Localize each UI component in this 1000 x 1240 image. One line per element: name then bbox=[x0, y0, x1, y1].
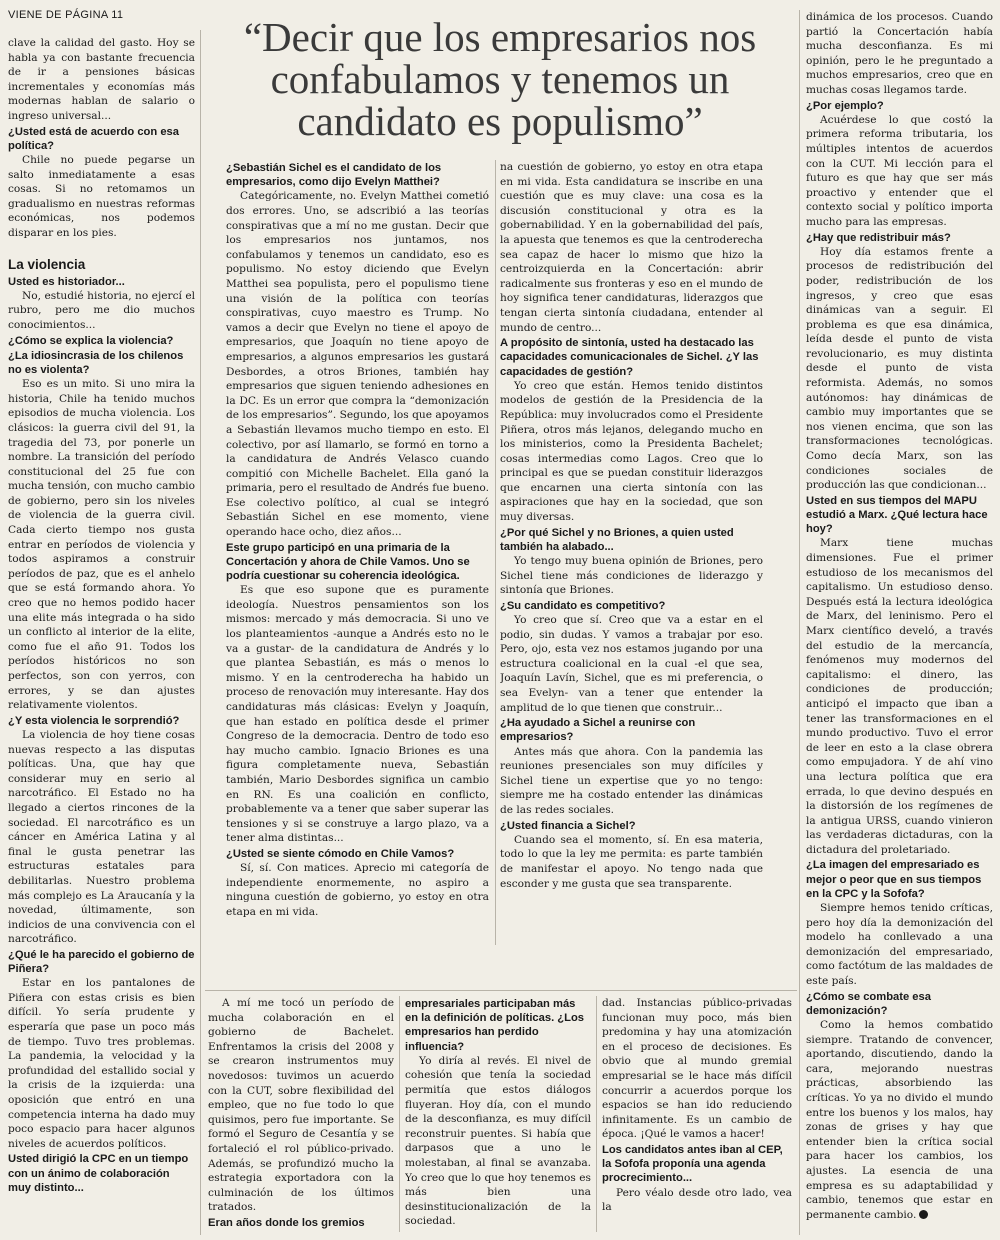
question: ¿Ha ayudado a Sichel a reunirse con empresarios? bbox=[500, 717, 696, 744]
paragraph: Sí, sí. Con matices. Aprecio mi categoría de independiente enormemente, no aspiro a ninguna cuestión de gobierno, yo estoy en otra etapa en mi vida. bbox=[226, 862, 489, 918]
paragraph: Categóricamente, no. Evelyn Matthei cometió dos errores. Uno, se adscribió a las teorías conspirativas que a mí no me gustan. Decir que los empresarios nos juntamos, nos confabulamos y tenemos un candidato, eso es populismo. No estoy diciendo que Evelyn Matthei sea populista, pero el populismo tiene una visión de la política con teorías conspirativas, cuyo maestro es Trump. No vamos a decir que Evelyn no tiene el apoyo de empresarios, que Joaquín no tiene apoyo de empresarios, a algunos empresarios les gustará Desbordes, a otros Briones, también hay empresarios que siguen teniendo adhesiones en la DC. Es un error que compra la “demonización de los empresarios”. Segundo, los que apoyamos a Sebastián llevamos mucho tiempo en esto. El colectivo, por así llamarlo, se formó en torno a la candidatura de Andrés Velasco cuando compitió con Michelle Bachelet. Ella ganó la primaria, pero el resultado de Andrés fue bueno. Ese colectivo político, al cual se integró Sebastián Sichel en ese momento, viene operando hace ocho, diez años... bbox=[226, 190, 489, 539]
divider-col1 bbox=[200, 30, 201, 1235]
bottom-column-3 bbox=[602, 996, 792, 1232]
question: ¿Hay que redistribuir más? bbox=[806, 231, 951, 244]
paragraph: Yo creo que están. Hemos tenido distintos modelos de gestión de la Presidencia de la República: muy involucrados como el Presidente Piñera, otros más lejanos, delegando mucho en los ministerios, como la Presidenta Bachelet; cosas intermedias como Lagos. Creo que lo principal es que se puedan constituir liderazgos que encarnen una cierta sintonía con las aspiraciones que hay en la sociedad, que son muy diversas. bbox=[500, 379, 763, 524]
end-mark-icon bbox=[919, 1210, 928, 1219]
paragraph: Siempre hemos tenido críticas, pero hoy día la demonización del modelo ha conllevado a una demonización del empresariado, como factótum de las maldades de este país. bbox=[806, 902, 993, 988]
question: ¿Cómo se explica la violencia? bbox=[8, 334, 174, 347]
question: ¿Usted está de acuerdo con esa política? bbox=[8, 125, 179, 152]
paragraph: Yo diría al revés. El nivel de cohesión que tenía la sociedad permitía que estos diálogos fluyeran. Hoy día, con el mundo de la desconfianza, es muy difícil reconstruir puentes. Si había que darpasos que a uno le molestaban, al final se avanzaba. Yo creo que lo que hoy tenemos es más bien una desinstitucionalización de la sociedad. bbox=[405, 1054, 591, 1228]
question: ¿Qué le ha parecido el gobierno de Piñera? bbox=[8, 948, 195, 976]
divider-col23 bbox=[495, 160, 496, 945]
column-3 bbox=[500, 160, 763, 950]
question: Usted dirigió la CPC en un tiempo con un ánimo de colaboración muy distinto... bbox=[8, 1153, 189, 1194]
question: Usted es historiador... bbox=[8, 275, 125, 288]
question: ¿Su candidato es competitivo? bbox=[500, 599, 666, 612]
question: ¿Y esta violencia le sorprendió? bbox=[8, 714, 180, 727]
paragraph: clave la calidad del gasto. Hoy se habla ya con bastante frecuencia de ir a pensiones básicas incrementales y economías más modernas hablan de salario o ingreso universal... bbox=[8, 37, 195, 122]
paragraph: Acuérdese lo que costó la primera reforma tributaria, los múltiples intentos de acuerdos con la CUT. Mi lección para el futuro es que hay que ser más proactivo y entender que el contexto social y político importa mucho para las empresas. bbox=[806, 113, 993, 228]
column-2 bbox=[226, 160, 489, 950]
question: Los candidatos antes iban al CEP, la Sofofa proponía una agenda procrecimiento... bbox=[602, 1143, 783, 1185]
question: ¿Por ejemplo? bbox=[806, 99, 884, 112]
question: Eran años donde los gremios bbox=[208, 1216, 365, 1229]
paragraph: Hoy día estamos frente a procesos de redistribución del poder, redistribución de los ingresos, y creo que esas dinámicas van a seguir. El problema es que esa dinámica, leída desde el punto de vista revolucionario, es muy distinta desde el punto de vista reformista. Además, no somos autónomos: hay dinámicas de cambio muy importantes que se nos vienen encima, que son las transformaciones tecnológicas. Como decía Marx, son las condiciones sociales de producción las que condicionan... bbox=[806, 245, 993, 492]
column-1 bbox=[8, 36, 195, 1236]
paragraph: Antes más que ahora. Con la pandemia las reuniones presenciales son muy difíciles y Sichel tiene un expertise que yo no tengo: siempre me ha costado entender las dinámicas de las redes sociales. bbox=[500, 745, 763, 816]
page-kicker: VIENE DE PÁGINA 11 bbox=[8, 9, 124, 21]
paragraph: Es que eso supone que es puramente ideología. Nuestros pensamientos son los mismos: mercado y más democracia. Si uno ve los planteamientos -aunque a Andrés esto no le va a gustar- de la candidatura de Andrés y lo que plantea Sebastián, es más o menos lo mismo. Y en la centroderecha ha habido un proceso de renovación muy interesante. Hay dos candidaturas más clásicas: Evelyn y Joaquín, que han estado en política desde el primer Congreso de la democracia. Dentro de todo eso hay mucho cambio. Ignacio Briones es una figura completamente nueva, Sebastián también, Mario Desbordes significa un cambio en RN. Es una coalición en conflicto, probablemente va a tener que saber superar las tensiones y si se construye a largo plazo, va a tener alma distintas... bbox=[226, 584, 489, 845]
paragraph: Marx tiene muchas dimensiones. Fue el primer estudioso de los mecanismos del capitalismo. Un estudioso denso. Después está la lectura ideológica de Marx, del leninismo. Pero el Marx científico develó, a través del estudio de la mercancía, fenómenos muy modernos del capitalismo: el dinero, las condiciones de producción; anticipó el impacto que iban a tener las transformaciones en el mundo productivo. Tuvo el error de leer en esto a la clase obrera como empujadora. Y de ahí vino una lectura política que era errada, lo que devino después en la distorsión de los regímenes de la antigua URSS, cuando vinieron las verdaderas dictaduras, con la dictadura del proletariado. bbox=[806, 537, 993, 856]
paragraph: dad. Instancias público-privadas funcionan muy poco, más bien predomina y hay una atomización en el proceso de decisiones. Es obvio que al mundo gremial empresarial se le hace más difícil concurrir a acuerdos porque los espacios se han ido reduciendo infinitamente. Es un cambio de época. ¡Qué le vamos a hacer! bbox=[602, 997, 792, 1141]
paragraph: dinámica de los procesos. Cuando partió la Concertación había mucha desconfianza. Es mi opinión, pero le he preguntado a muchos empresarios, creo que en muchas cosas llegamos tarde. bbox=[806, 11, 993, 96]
divider-bottom-1 bbox=[399, 996, 400, 1232]
section-heading: La violencia bbox=[8, 256, 86, 272]
question: empresariales participaban más en la definición de políticas. ¿Los empresarios han perdido influencia? bbox=[405, 998, 585, 1053]
headline: “Decir que los empresarios nos confabulamos y tenemos un candidato es populismo” bbox=[243, 14, 757, 144]
paragraph: Cuando sea el momento, sí. En esa materia, todo lo que la ley me permita: es parte también de manifestar el apoyo. No tengo nada que esconder y me gusta que sea transparente. bbox=[500, 833, 763, 890]
question: ¿Cómo se combate esa demonización? bbox=[806, 990, 931, 1017]
paragraph: Pero véalo desde otro lado, vea la bbox=[602, 1186, 792, 1214]
question: ¿Usted financia a Sichel? bbox=[500, 819, 636, 832]
paragraph: Estar en los pantalones de Piñera con estas crisis es bien difícil. Yo sería prudente y esperaría que pase un poco más de tiempo. Tuvo tres problemas. La pandemia, la velocidad y la profundidad del estallido social y la crisis de la izquierda: una oposición que entró en una competencia interna ha dado muy poco espacio para hacer algunos niveles de acuerdos políticos. bbox=[8, 977, 195, 1150]
question: Este grupo participó en una primaria de la Concertación y ahora de Chile Vamos. Uno se podría cuestionar su coherencia ideológica. bbox=[226, 541, 470, 583]
paragraph: Chile no puede pegarse un salto inmediatamente a esas cosas. Si no retomamos un gradualismo en nuestras reformas económicas, nos podemos disparar en los pies. bbox=[8, 153, 195, 239]
paragraph: na cuestión de gobierno, yo estoy en otra etapa en mi vida. Esta candidatura se inscribe en una cuestión que es muy clave: una cosa es la discusión constitucional y otra es la gobernabilidad. Y en la gobernabilidad del país, la apuesta que tenemos es que la centroderecha sea capaz de hacer lo mismo que hizo la centroizquierda en la Concertación: abrir radicalmente sus fronteras y eso en el mundo de hoy significa tener candidaturas, liderazgos que tengan cierta sintonía ciudadana, entender al mundo de centro... bbox=[500, 161, 763, 334]
paragraph: A mí me tocó un período de mucha colaboración en el gobierno de Bachelet. Enfrentamos la crisis del 2008 y se crearon instrumentos muy novedosos: tuvimos un acuerdo con la CUT, sobre flexibilidad del empleo, que no fue todo lo que quisimos, pero fue importante. Se formó el Seguro de Cesantía y se fortaleció el rol público-privado. Además, se profundizó mucho la estrategia exportadora con la culminación de los últimos tratados. bbox=[208, 997, 394, 1214]
question: Usted en sus tiempos del MAPU estudió a Marx. ¿Qué lectura hace hoy? bbox=[806, 494, 988, 536]
divider-col4 bbox=[799, 10, 800, 1235]
bottom-column-1 bbox=[208, 996, 394, 1232]
paragraph: La violencia de hoy tiene cosas nuevas respecto a las disputas políticas. Una, que hay que considerar muy en serio al narcotráfico. El Estado no ha llegado a ciertos rincones de la sociedad. El narcotráfico es un cáncer en América Latina y al final le gusta penetrar las estructuras estatales para debilitarlas. Nuestro problema más complejo es La Araucanía y la novedad, últimamente, son indicios de una convivencia con el narcotráfico. bbox=[8, 728, 195, 946]
divider-bottom bbox=[205, 990, 797, 991]
question: ¿Por qué Sichel y no Briones, a quien usted también ha alabado... bbox=[500, 526, 734, 553]
paragraph: Eso es un mito. Si uno mira la historia, Chile ha tenido muchos episodios de mucha violencia. Los clásicos: la guerra civil del 91, la tragedia del 73, por ponerle un nombre. La transición del período constitucional del 25 fue con mucha tensión, con mucho cambio de gobierno, pero sin los niveles de violencia de la guerra civil. Cada cierto tiempo nos gusta entrar en períodos de violencia y todos aspiramos a construir períodos de paz, que es el anhelo que se está formando ahora. Yo creo que no hemos podido hacer una elite más integrada o ha sido un conflicto al interior de la elite, como fue el año 91. Todos los períodos históricos no son perfectos, son con yerros, con errores, y se dan ajustes relativamente violentos. bbox=[8, 378, 195, 712]
question: ¿Sebastián Sichel es el candidato de los empresarios, como dijo Evelyn Matthei? bbox=[226, 162, 442, 189]
divider-bottom-2 bbox=[596, 996, 597, 1232]
bottom-column-2 bbox=[405, 996, 591, 1232]
paragraph: Como la hemos combatido siempre. Tratando de convencer, aportando, discutiendo, dando la cara, mejorando nuestras prácticas, absorbiendo las críticas. Yo ya no divido el mundo entre los buenos y los malos, hay zonas de grises y hay que entender bien la crítica social para hacer los cambios, los ajustes. La esencia de una empresa es su adaptabilidad y cambio, tenemos que estar en permanente cambio. bbox=[806, 1019, 993, 1221]
question: ¿La imagen del empresariado es mejor o peor que en sus tiempos en la CPC y la Sofofa? bbox=[806, 859, 982, 900]
paragraph: Yo creo que sí. Creo que va a estar en el podio, sin dudas. Y vamos a trabajar por eso. Pero, ojo, esta vez nos estamos jugando por una estructura coalicional en la cual -el que sea, Joaquín Lavín, Sichel, que es mi preferencia, o sea Evelyn- van a tener que entender la amplitud de lo que tienen que construir... bbox=[500, 614, 763, 714]
question: ¿La idiosincrasia de los chilenos no es violenta? bbox=[8, 349, 184, 376]
question: ¿Usted se siente cómodo en Chile Vamos? bbox=[226, 847, 455, 860]
paragraph: Yo tengo muy buena opinión de Briones, pero Sichel tiene más condiciones de liderazgo y sintonía que Briones. bbox=[500, 555, 763, 597]
question: A propósito de sintonía, usted ha destacado las capacidades comunicacionales de Sichel. ¿Y las capacidades de gestión? bbox=[500, 337, 759, 378]
paragraph: No, estudié historia, no ejercí el rubro, pero me dio muchos conocimientos... bbox=[8, 289, 195, 331]
column-4 bbox=[806, 10, 993, 1232]
